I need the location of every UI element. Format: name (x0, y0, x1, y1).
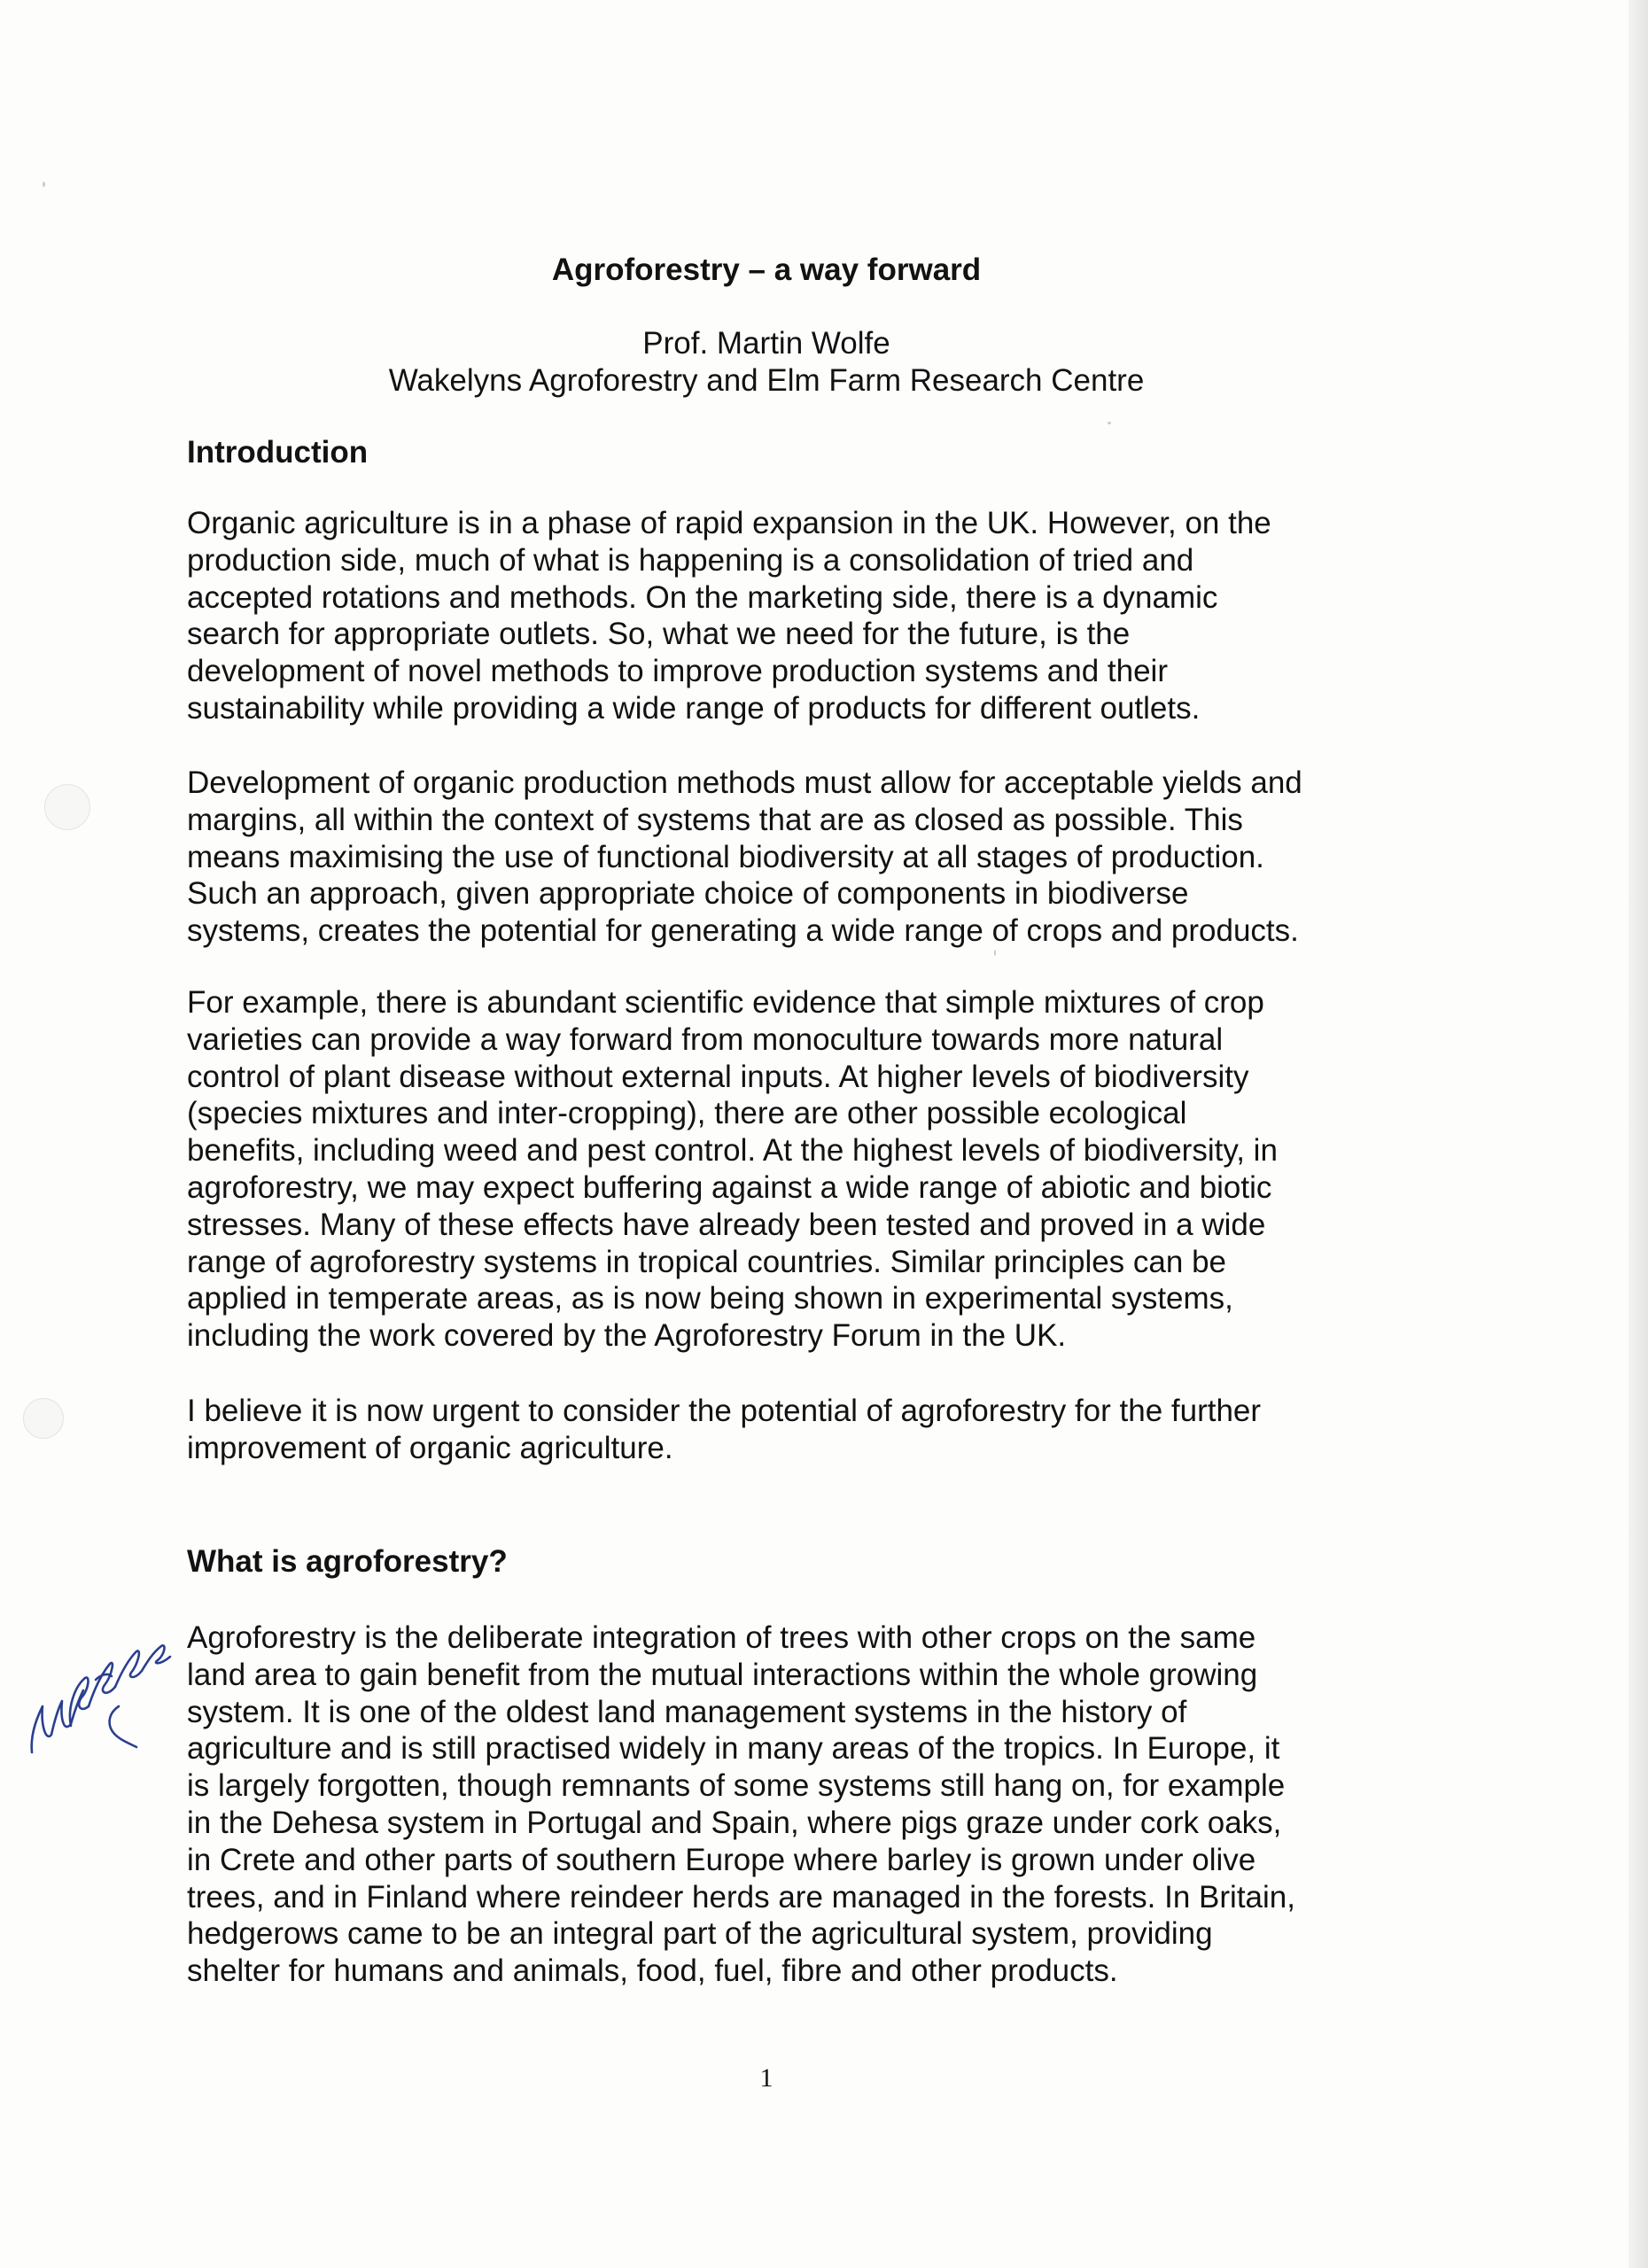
paragraph (187, 984, 1392, 1355)
page-edge-shadow (1629, 0, 1648, 2268)
text-line: in Crete and other parts of southern Europe where barley is grown under olive (187, 1842, 1256, 1877)
paragraph (187, 1619, 1392, 1990)
text-line: systems, creates the potential for generating a wide range of crops and products. (187, 913, 1299, 949)
document-affiliation: Wakelyns Agroforestry and Elm Farm Research Centre (388, 363, 1145, 398)
section-heading-introduction: Introduction (187, 435, 369, 470)
text-line: Such an approach, given appropriate choice of components in biodiverse (187, 876, 1189, 912)
text-line: control of plant disease without external inputs. At higher levels of biodiversity (187, 1059, 1249, 1094)
text-line: agriculture and is still practised widely in many areas of the tropics. In Europe, it (187, 1731, 1280, 1767)
text-line: production side, much of what is happening is a consolidation of tried and (187, 542, 1194, 578)
text-line: accepted rotations and methods. On the marketing side, there is a dynamic (187, 579, 1218, 615)
text-line: varieties can provide a way forward from monoculture towards more natural (187, 1021, 1224, 1057)
text-line: Organic agriculture is in a phase of rapid expansion in the UK. However, on the (187, 506, 1271, 540)
text-line: range of agroforestry systems in tropical countries. Similar principles can be (187, 1244, 1226, 1279)
text-line: including the work covered by the Agroforestry Forum in the UK. (187, 1318, 1067, 1354)
text-line: benefits, including weed and pest control. At the highest levels of biodiversity, in (187, 1133, 1278, 1169)
text-line: hedgerows came to be an integral part of the agricultural system, providing (187, 1916, 1213, 1952)
text-line: Development of organic production methods must allow for acceptable yields and (187, 765, 1302, 800)
text-line: Agroforestry is the deliberate integration of trees with other crops on the same (187, 1620, 1256, 1655)
document-title: Agroforestry – a way forward (551, 252, 982, 287)
text-line: is largely forgotten, though remnants of some systems still hang on, for example (187, 1768, 1286, 1804)
text-line: agroforestry, we may expect buffering against a wide range of abiotic and biotic (187, 1169, 1272, 1205)
text-line: applied in temperate areas, as is now being shown in experimental systems, (187, 1281, 1233, 1317)
text-line: I believe it is now urgent to consider the potential of agroforestry for the further (187, 1394, 1262, 1428)
text-line: system. It is one of the oldest land management systems in the history of (187, 1694, 1187, 1729)
page-number: 1 (759, 2063, 773, 2093)
punch-hole (23, 1398, 64, 1439)
text-line: For example, there is abundant scientific evidence that simple mixtures of crop (187, 985, 1264, 1020)
text-line: improvement of organic agriculture. (187, 1430, 673, 1465)
text-line: sustainability while providing a wide range of products for different outlets. (187, 690, 1201, 726)
text-line: margins, all within the context of systems that are as closed as possible. This (187, 802, 1243, 837)
scan-speck (43, 182, 45, 187)
text-line: land area to gain benefit from the mutual interactions within the whole growing (187, 1657, 1258, 1692)
punch-hole (44, 784, 90, 830)
text-line: search for appropriate outlets. So, what we need for the future, is the (187, 617, 1131, 652)
text-line: in the Dehesa system in Portugal and Spain, where pigs graze under cork oaks, (187, 1805, 1282, 1840)
section-heading-what-is-agroforestry: What is agroforestry? (187, 1544, 508, 1579)
text-line: development of novel methods to improve production systems and their (187, 654, 1168, 689)
text-line: (species mixtures and inter-cropping), there are other possible ecological (187, 1096, 1187, 1131)
text-line: means maximising the use of functional biodiversity at all stages of production. (187, 839, 1264, 874)
text-line: stresses. Many of these effects have already been tested and proved in a wide (187, 1207, 1266, 1242)
paragraph (187, 765, 1392, 950)
document-author: Prof. Martin Wolfe (642, 326, 890, 361)
handwritten-signature (19, 1602, 179, 1806)
text-line: shelter for humans and animals, food, fuel, fibre and other products. (187, 1953, 1118, 1989)
scan-speck (1108, 422, 1111, 424)
text-line: trees, and in Finland where reindeer herds are managed in the forests. In Britain, (187, 1879, 1295, 1915)
paragraph (187, 1393, 1392, 1467)
paragraph (187, 505, 1392, 727)
scan-speck (994, 950, 996, 956)
